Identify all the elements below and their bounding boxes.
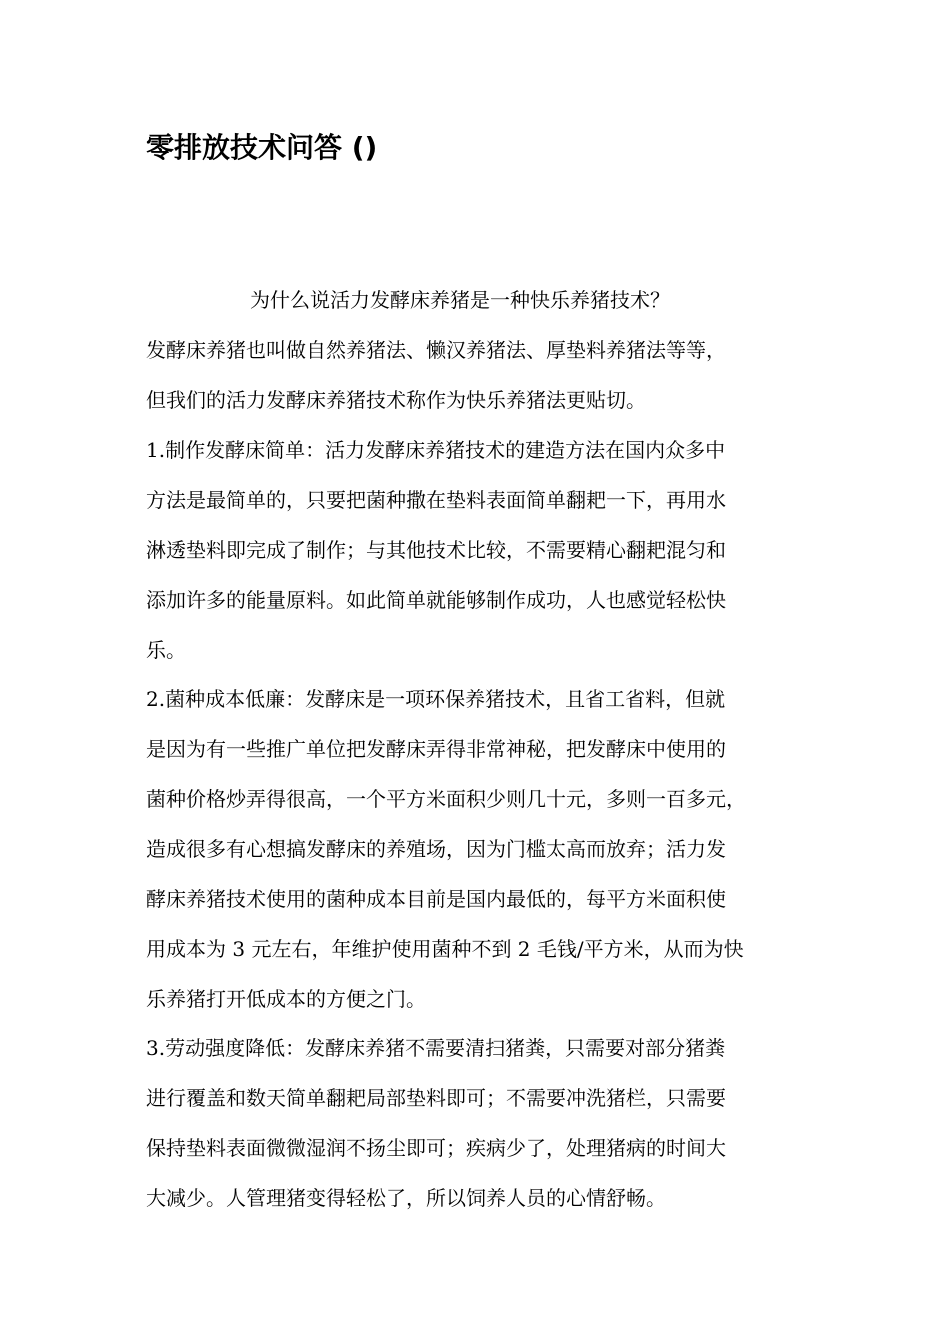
section-subtitle: 为什么说活力发酵床养猪是一种快乐养猪技术？ [250,288,670,312]
paragraph-line: 1.制作发酵床简单：活力发酵床养猪技术的建造方法在国内众多中 [146,438,726,462]
paragraph-line: 大减少。人管理猪变得轻松了，所以饲养人员的心情舒畅。 [146,1186,666,1210]
paragraph-line: 用成本为 3 元左右，年维护使用菌种不到 2 毛钱/平方米，从而为快 [146,937,744,961]
paragraph-line: 淋透垫料即完成了制作；与其他技术比较，不需要精心翻耙混匀和 [146,538,726,562]
document-title: 零排放技术问答 () [146,131,378,164]
paragraph-line: 造成很多有心想搞发酵床的养殖场，因为门槛太高而放弃；活力发 [146,837,726,861]
paragraph-line: 发酵床养猪也叫做自然养猪法、懒汉养猪法、厚垫料养猪法等等， [146,338,726,362]
paragraph-line: 酵床养猪技术使用的菌种成本目前是国内最低的，每平方米面积使 [146,887,726,911]
paragraph-line: 保持垫料表面微微湿润不扬尘即可；疾病少了，处理猪病的时间大 [146,1136,726,1160]
paragraph-line: 但我们的活力发酵床养猪技术称作为快乐养猪法更贴切。 [146,388,646,412]
paragraph-line: 乐。 [146,638,186,662]
paragraph-line: 是因为有一些推广单位把发酵床弄得非常神秘，把发酵床中使用的 [146,737,726,761]
paragraph-line: 乐养猪打开低成本的方便之门。 [146,987,426,1011]
paragraph-line: 3.劳动强度降低：发酵床养猪不需要清扫猪粪，只需要对部分猪粪 [146,1036,726,1060]
paragraph-line: 进行覆盖和数天简单翻耙局部垫料即可；不需要冲洗猪栏，只需要 [146,1086,726,1110]
paragraph-line: 2.菌种成本低廉：发酵床是一项环保养猪技术，且省工省料，但就 [146,687,726,711]
paragraph-line: 菌种价格炒弄得很高，一个平方米面积少则几十元，多则一百多元， [146,787,746,811]
paragraph-line: 方法是最简单的，只要把菌种撒在垫料表面简单翻耙一下，再用水 [146,488,726,512]
paragraph-line: 添加许多的能量原料。如此简单就能够制作成功，人也感觉轻松快 [146,588,726,612]
